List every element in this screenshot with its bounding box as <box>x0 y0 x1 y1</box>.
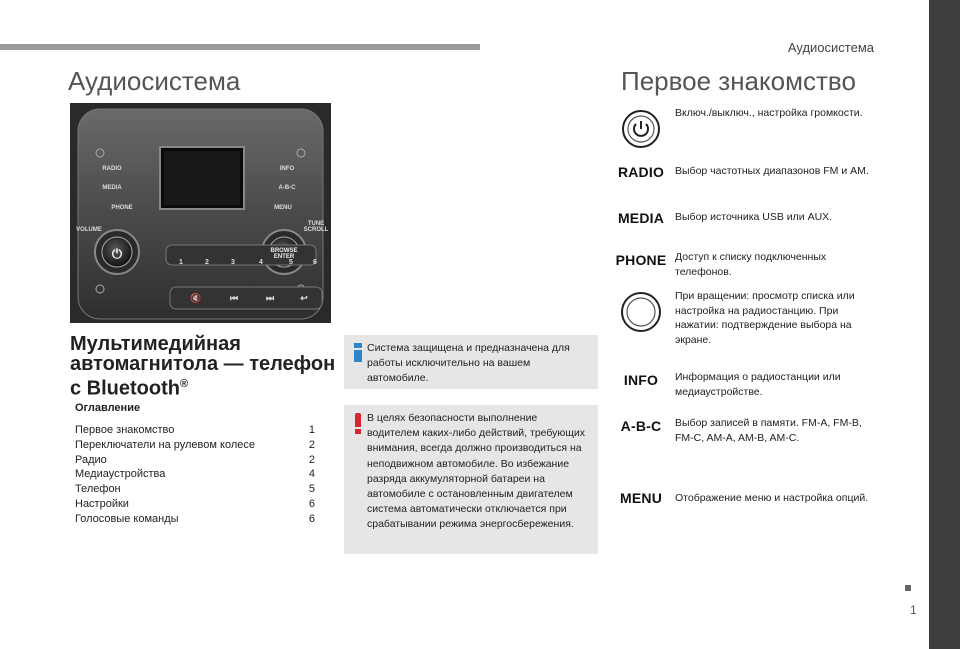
feature-row-power <box>612 104 912 154</box>
toc-row[interactable]: Голосовые команды 6 <box>75 512 315 525</box>
volume-label: VOLUME <box>76 227 102 233</box>
feature-text: Выбор источника USB или AUX. <box>675 211 833 223</box>
preset-1: 1 <box>179 259 183 266</box>
top-divider-bar <box>0 44 480 50</box>
feature-text: При вращении: просмотр списка или настройка на радиостанцию. При нажатии: подтверждение выбора на экране. <box>675 290 855 346</box>
back-icon: ↩ <box>300 293 308 303</box>
radio-button: RADIO <box>102 166 122 172</box>
left-heading: Аудиосистема <box>68 66 241 96</box>
toc-row[interactable]: Радио 2 <box>75 453 315 466</box>
media-button: MEDIA <box>102 185 122 191</box>
toc-row[interactable]: Переключатели на рулевом колесе 2 <box>75 438 315 451</box>
running-head: Аудиосистема <box>787 40 874 55</box>
right-heading: Первое знакомство <box>621 66 856 96</box>
feature-text: Выбор частотных диапазонов FM и AM. <box>675 165 869 177</box>
radio-label-icon: RADIO <box>617 164 665 180</box>
toc-row[interactable]: Медиаустройства 4 <box>75 468 315 481</box>
warning-note <box>344 405 598 554</box>
feature-text: Информация о радиостанции или медиаустройстве. <box>675 371 841 398</box>
toc-title: Оглавление <box>75 402 141 414</box>
feature-row-info <box>612 368 912 398</box>
browse-enter-knob-label: BROWSE ENTER <box>270 248 298 260</box>
feature-row-abc <box>612 414 912 444</box>
preset-2: 2 <box>205 259 209 266</box>
power-knob-icon: ⏻ <box>111 246 123 261</box>
preset-5: 5 <box>289 259 293 266</box>
feature-text: Выбор записей в памяти. FM-A, FM-B, FM-C, AM-A, AM-B, AM-C. <box>675 417 862 444</box>
info-label-icon: INFO <box>623 372 659 388</box>
preset-6: 6 <box>313 259 317 266</box>
side-tab <box>929 0 960 649</box>
toc-row[interactable]: Настройки 6 <box>75 497 315 510</box>
info-note <box>344 335 598 389</box>
feature-row-radio <box>612 160 912 184</box>
page-number: 1 <box>910 603 917 617</box>
menu-button: MENU <box>274 205 292 211</box>
feature-text: Доступ к списку подключенных телефонов. <box>675 251 827 278</box>
preset-4: 4 <box>259 259 263 266</box>
feature-row-phone <box>612 248 912 278</box>
abc-button: A-B-C <box>278 185 296 191</box>
feature-text: Отображение меню и настройка опций. <box>675 492 869 504</box>
info-icon <box>354 343 362 363</box>
power-icon <box>612 104 670 154</box>
feature-row-menu <box>612 486 912 510</box>
info-note-text: Система защищена и предназначена для работы исключительно на вашем автомобиле. <box>367 342 570 385</box>
feature-row-media <box>612 206 912 230</box>
feature-text: Включ./выключ., настройка громкости. <box>675 107 863 119</box>
mute-pause-icon: 🔇 <box>190 293 202 303</box>
menu-label-icon: MENU <box>619 490 663 506</box>
knob-icon <box>612 289 670 335</box>
previous-icon: ⏮ <box>229 293 239 303</box>
preset-3: 3 <box>231 259 235 266</box>
main-title: Мультимедийная автомагнитола — телефон с Bluetooth® <box>70 333 336 400</box>
feature-row-knob <box>612 287 912 347</box>
phone-label-icon: PHONE <box>615 252 667 268</box>
radio-unit-image <box>70 103 331 323</box>
info-button: INFO <box>279 166 295 172</box>
next-icon: ⏭ <box>265 293 275 303</box>
abc-label-icon: A-B-C <box>620 418 662 434</box>
tune-scroll-label: TUNE SCROLL <box>303 221 329 233</box>
warning-icon <box>354 413 362 434</box>
toc-row[interactable]: Телефон 5 <box>75 483 315 496</box>
phone-button: PHONE <box>111 205 133 211</box>
toc-row[interactable]: Первое знакомство 1 <box>75 424 315 436</box>
warning-note-text: В целях безопасности выполнение водителем каких-либо действий, требующих внимания, всегда должно производиться на неподвижном автомобиле. Во избежание разряда аккумуляторной батареи на автомобиле с остановленным двигателем система автоматически отключается при срабатывании режима энергосбережения. <box>367 412 586 531</box>
page-marker <box>905 585 911 591</box>
media-label-icon: MEDIA <box>617 210 665 226</box>
table-of-contents <box>75 423 315 527</box>
